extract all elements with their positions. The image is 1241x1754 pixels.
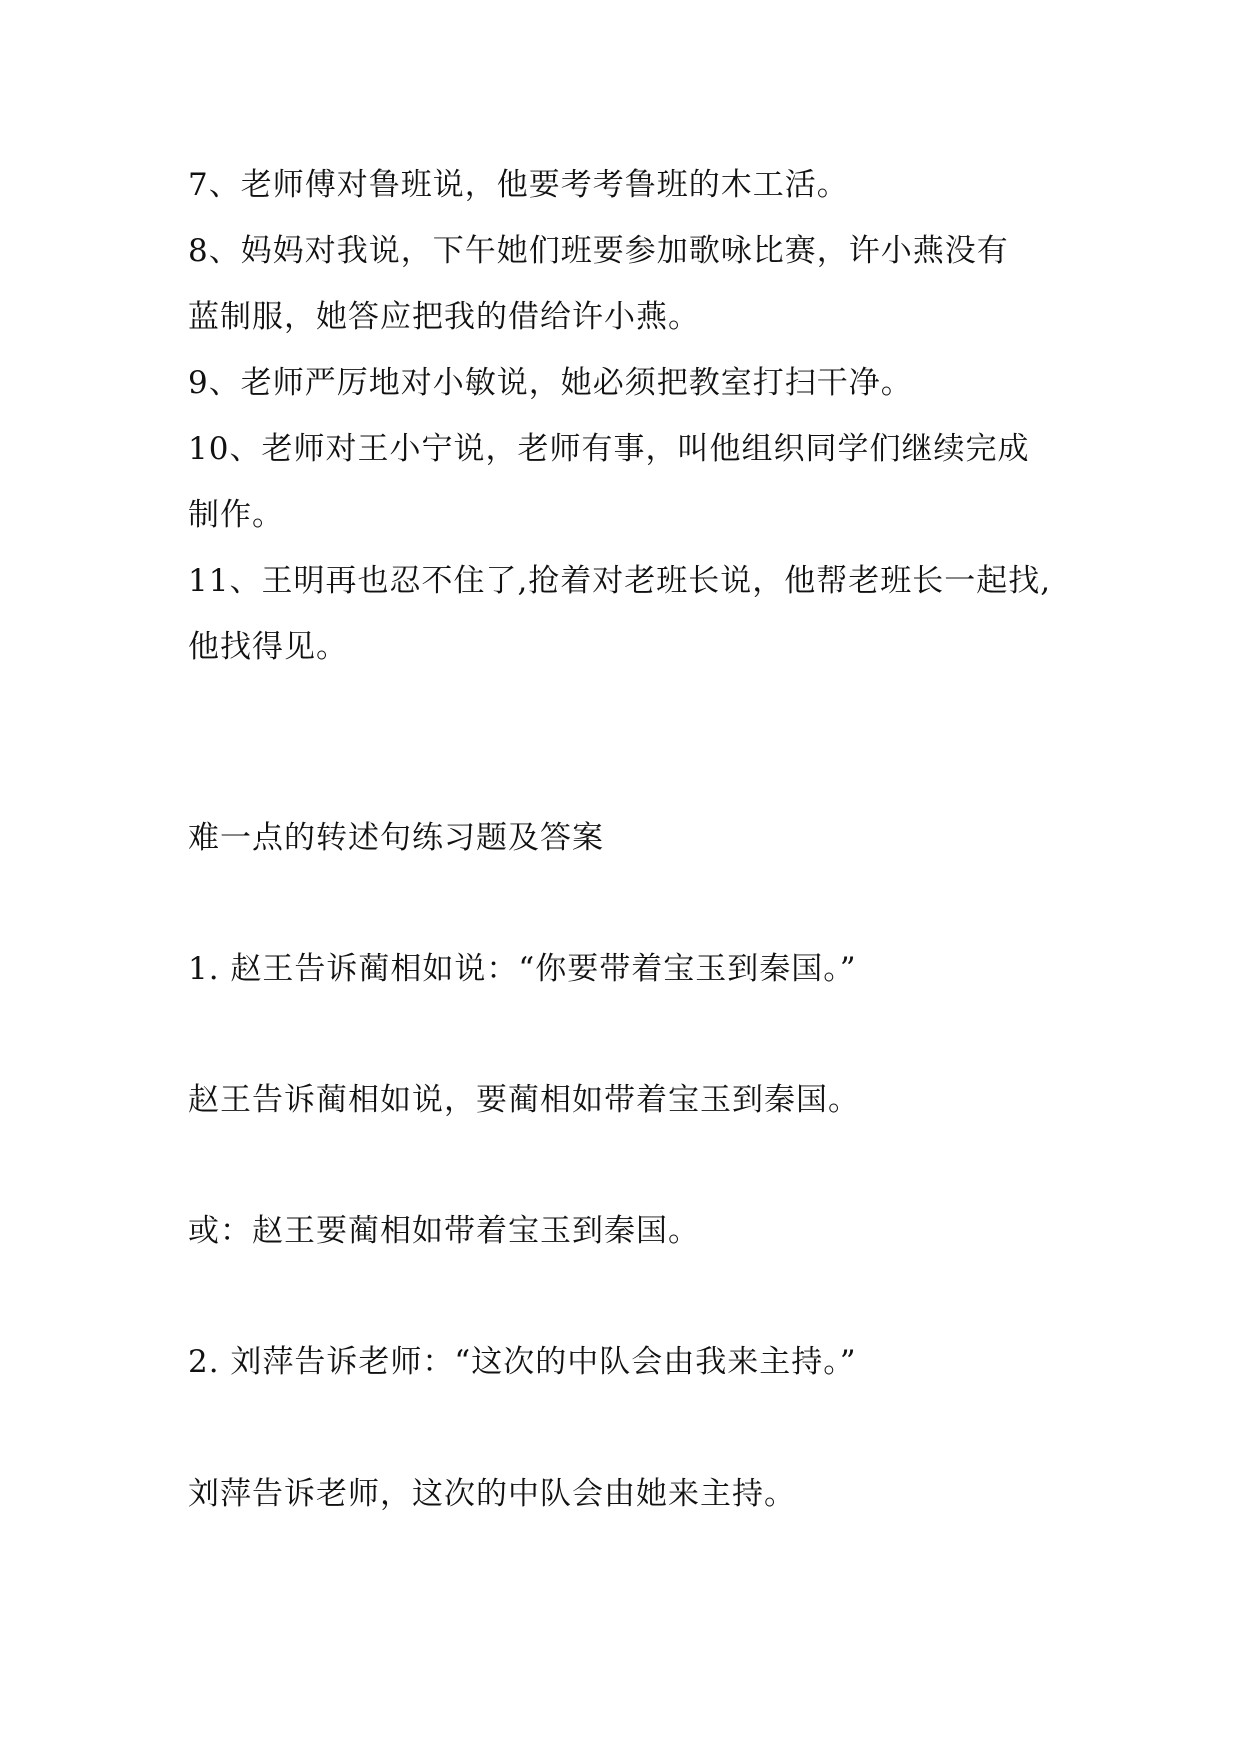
exercise-line-7: 7、老师傅对鲁班说，他要考考鲁班的木工活。: [188, 167, 849, 203]
exercise-line-11-cont: 他找得见。: [188, 629, 348, 665]
answer-2: 刘萍告诉老师，这次的中队会由她来主持。: [188, 1476, 796, 1512]
exercise-line-8-cont: 蓝制服，她答应把我的借给许小燕。: [188, 299, 700, 335]
exercise-line-10-cont: 制作。: [188, 497, 284, 533]
answer-1-alt: 或：赵王要蔺相如带着宝玉到秦国。: [188, 1213, 700, 1249]
exercise-line-8: 8、妈妈对我说，下午她们班要参加歌咏比赛，许小燕没有: [188, 233, 1009, 269]
answer-1: 赵王告诉蔺相如说，要蔺相如带着宝玉到秦国。: [188, 1082, 860, 1118]
exercise-line-10: 10、老师对王小宁说，老师有事，叫他组织同学们继续完成: [188, 431, 1030, 467]
exercise-line-9: 9、老师严厉地对小敏说，她必须把教室打扫干净。: [188, 365, 913, 401]
section-heading: 难一点的转述句练习题及答案: [188, 820, 604, 856]
exercise-line-11: 11、王明再也忍不住了,抢着对老班长说，他帮老班长一起找,: [188, 563, 1052, 599]
question-2: 2. 刘萍告诉老师：“这次的中队会由我来主持。”: [188, 1344, 857, 1380]
question-1: 1. 赵王告诉蔺相如说：“你要带着宝玉到秦国。”: [188, 951, 857, 987]
